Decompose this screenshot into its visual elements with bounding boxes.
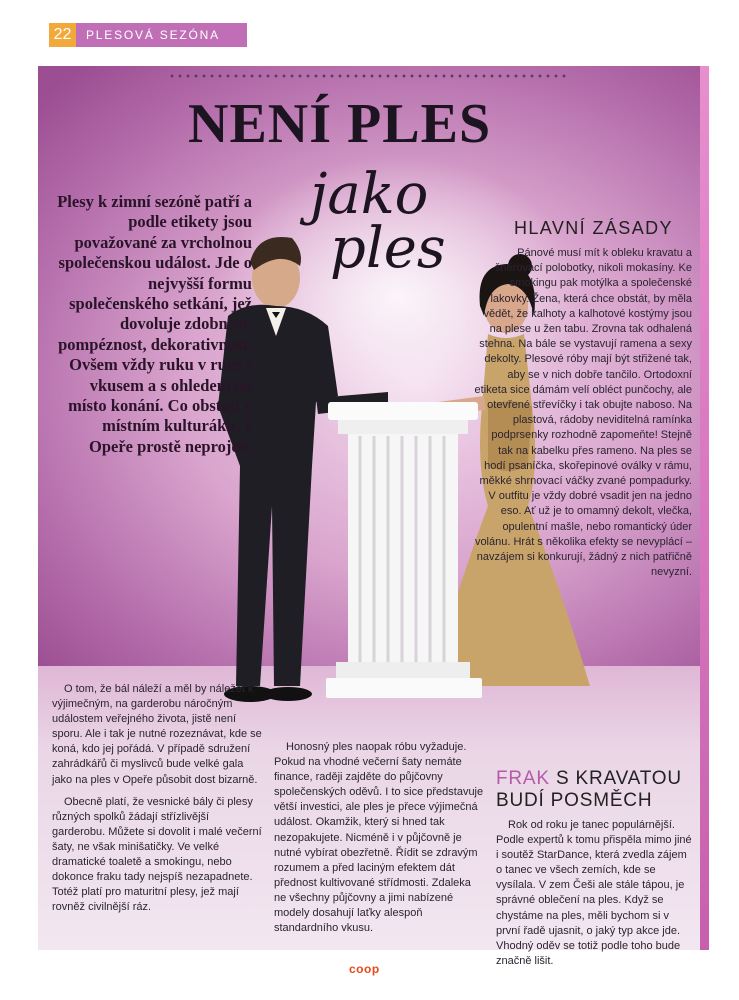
paragraph: Rok od roku je tanec populárnější. Podle expertů k tomu přispěla mimo jiné i soutěž StarDance, která zvedla zájem o tanec ve všech zemích, kde se vysílala. V zem Češi ale stále tápou, je správné oblečení na ples. Když se chystáme na ples, měli bychom si v první řadě ujasnit, o jaký typ akce jde. Vhodný oděv se totiž podle toho bude značně lišit.	[496, 819, 692, 967]
dotted-rule	[168, 74, 568, 78]
subheading-accent: FRAK	[496, 768, 550, 789]
article-title: NENÍ PLES	[188, 93, 492, 155]
page-header	[49, 23, 247, 47]
paragraph: Honosný ples naopak róbu vyžaduje. Pokud na vhodné večerní šaty nemáte finance, raději zajděte do půjčovny společenských oděvů. I to sice představuje větší investici, ale ples je přece výjimečná událost. Okamžik, který si hned tak nezopakujete. Nicméně i v půjčovně je nutné vybírat obezřetně. Řídit se zdravým rozumem a před laciným efektem dát přednost kultivované střídmosti. Zdaleka ne všechny půjčovny a jimi nabízené modely dosahují laťky alespoň standardního vkusu.	[274, 741, 484, 935]
article-title-ples: ples	[330, 216, 446, 281]
body-column-1	[52, 682, 262, 922]
article-panel	[38, 66, 700, 967]
page-number: 22	[49, 23, 76, 47]
page-edge-bar	[700, 66, 709, 950]
paragraph: O tom, že bál náleží a měl by náležet k výjimečným, na garderobu náročným událostem veřejného života, jistě není sporu. Ale i tak je nutné rozeznávat, kde se koná, kdo jej pořádá. V případě sdružení zahrádkářů či myslivců bude velké gala jako na ples v Opeře působit dost bizarně.	[52, 683, 262, 786]
body-column-2	[274, 740, 484, 943]
article-title-jako: jako	[310, 162, 429, 227]
subheading-rest: S KRAVATOU BUDÍ POSMĚCH	[496, 768, 682, 811]
paragraph: Obecně platí, že vesnické bály či plesy různých spolků žádají střízlivější garderobu. Můžete si dovolit i malé večerní šaty, ne však minišatičky. Ve velké dramatické toaletě a smokingu, nebo dokonce fraku tady nejspíš nezapadnete. Totéž platí pro maturitní plesy, jež mají rovněž civilnější ráz.	[52, 795, 262, 914]
subheading	[496, 768, 692, 812]
body-column-3	[496, 768, 692, 976]
article-lead: Plesy k zimní sezóně patří a podle etikety jsou považované za vrcholnou společenskou událost. Jde o nejvyšší formu společenského setkání, jež dovoluje zdobnost, pompéznost, dekorativnost. Ovšem vždy ruku v ruce s vkusem a s ohledem na místo konání. Co obstojí v místním kulturáku, v Opeře prostě neprojde.	[57, 192, 252, 456]
sidebar-text: Pánové musí mít k obleku kravatu a šněrovací polobotky, nikoli mokasíny. Ke smokingu pak motýlka a společenské lakovky. Žena, která chce obstát, by měla vědět, že kalhoty a kalhotové kostýmy jsou na plese u žen tabu. Zrovna tak odhalená stehna. Na bále se vystavují ramena a sexy dekolty. Plesové róby mají být střižené tak, aby se v nich dobře tančilo. Ortodoxní etiketa sice dámám velí obléct punčochy, ale otevřené střevíčky i tak obujte naboso. Na plastová, rádoby neviditelná ramínka podprsenky rozhodně zapomeňte! Stejně tak na kabelku přes rameno. Na ples se hodí psaníčka, skořepinové oválky v rámu, měkké shrnovací váčky zvané pompadurky. V outfitu je vždy dobré vsadit jen na jedno eso. Ať už je to omamný dekolt, vlečka, opulentní mašle, nebo romantický úder volánu. Hrát s několika efekty se nevyplácí – navzájem si konkurují, žádný z nich patřičně nevyzní.	[474, 247, 692, 579]
sidebar-heading: HLAVNÍ ZÁSADY	[514, 218, 673, 238]
coop-logo: coop	[349, 962, 380, 976]
section-label: PLESOVÁ SEZÓNA	[76, 23, 247, 47]
